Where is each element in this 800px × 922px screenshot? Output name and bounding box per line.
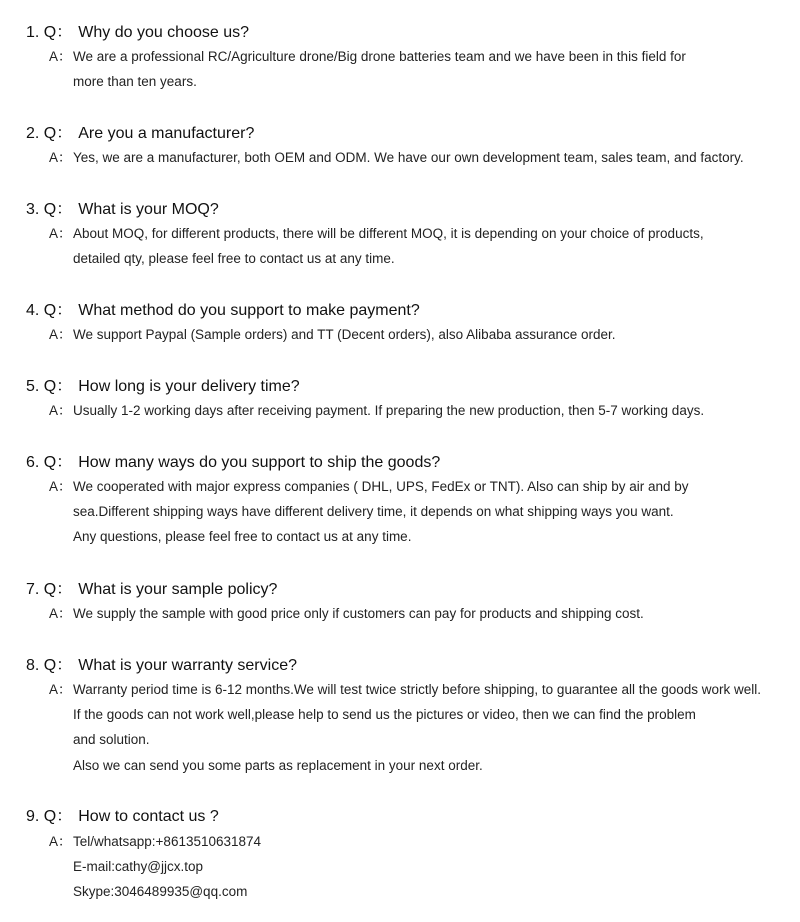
question-text: What method do you support to make payment? <box>78 302 420 319</box>
question-prefix: Q： <box>43 302 73 319</box>
question-number: 5. <box>26 378 40 395</box>
question-prefix: Q： <box>43 201 73 218</box>
answer-prefix: A： <box>49 403 72 418</box>
answer-prefix: A： <box>49 327 72 342</box>
question-prefix: Q： <box>43 24 73 41</box>
faq-question <box>26 22 249 44</box>
question-text: How to contact us ? <box>78 808 219 825</box>
question-prefix: Q： <box>43 378 73 395</box>
answer-line: We cooperated with major express companies ( DHL, UPS, FedEx or TNT). Also can ship by air and by <box>73 479 689 494</box>
answer-prefix: A： <box>49 606 72 621</box>
faq-question <box>26 123 254 145</box>
question-text: What is your MOQ? <box>78 201 219 218</box>
question-number: 7. <box>26 581 40 598</box>
contact-skype: Skype:3046489935@qq.com <box>73 884 248 899</box>
faq-question <box>26 452 440 474</box>
answer-line: detailed qty, please feel free to contact us at any time. <box>73 251 395 266</box>
contact-phone: Tel/whatsapp:+8613510631874 <box>73 834 262 849</box>
faq-question <box>26 300 420 322</box>
question-number: 2. <box>26 125 40 142</box>
question-number: 4. <box>26 302 40 319</box>
answer-prefix: A： <box>49 49 72 64</box>
faq-question <box>26 579 277 601</box>
question-number: 9. <box>26 808 40 825</box>
question-prefix: Q： <box>43 125 73 142</box>
question-number: 6. <box>26 454 40 471</box>
answer-line: We supply the sample with good price only if customers can pay for products and shipping cost. <box>73 606 644 621</box>
answer-line: Usually 1-2 working days after receiving payment. If preparing the new production, then 5-7 working days. <box>73 403 705 418</box>
answer-line: Yes, we are a manufacturer, both OEM and ODM. We have our own development team, sales team, and factory. <box>73 150 744 165</box>
question-text: What is your sample policy? <box>78 581 278 598</box>
faq-question <box>26 199 219 221</box>
answer-line: and solution. <box>73 732 150 747</box>
answer-line: We are a professional RC/Agriculture drone/Big drone batteries team and we have been in this field for <box>73 49 686 64</box>
faq-question <box>26 806 219 828</box>
answer-line: Warranty period time is 6-12 months.We will test twice strictly before shipping, to guarantee all the goods work well. <box>73 682 762 697</box>
question-text: Are you a manufacturer? <box>78 125 255 142</box>
question-prefix: Q： <box>43 581 73 598</box>
answer-prefix: A： <box>49 682 72 697</box>
answer-prefix: A： <box>49 226 72 241</box>
answer-line: Any questions, please feel free to contact us at any time. <box>73 529 412 544</box>
faq-question <box>26 655 297 677</box>
question-text: What is your warranty service? <box>78 657 297 674</box>
question-number: 1. <box>26 24 40 41</box>
answer-line: About MOQ, for different products, there will be different MOQ, it is depending on your choice of products, <box>73 226 704 241</box>
answer-line: more than ten years. <box>73 74 197 89</box>
faq-question <box>26 376 300 398</box>
question-text: How many ways do you support to ship the goods? <box>78 454 441 471</box>
answer-prefix: A： <box>49 479 72 494</box>
answer-line: sea.Different shipping ways have different delivery time, it depends on what shipping ways you want. <box>73 504 674 519</box>
answer-line: We support Paypal (Sample orders) and TT (Decent orders), also Alibaba assurance order. <box>73 327 616 342</box>
question-prefix: Q： <box>43 657 73 674</box>
answer-line: Also we can send you some parts as replacement in your next order. <box>73 758 483 773</box>
question-number: 8. <box>26 657 40 674</box>
answer-prefix: A： <box>49 150 72 165</box>
contact-email: E-mail:cathy@jjcx.top <box>73 859 203 874</box>
question-prefix: Q： <box>43 454 73 471</box>
answer-prefix: A： <box>49 834 72 849</box>
answer-line: If the goods can not work well,please help to send us the pictures or video, then we can find the problem <box>73 707 696 722</box>
question-text: How long is your delivery time? <box>78 378 300 395</box>
question-number: 3. <box>26 201 40 218</box>
question-prefix: Q： <box>43 808 73 825</box>
question-text: Why do you choose us? <box>78 24 250 41</box>
